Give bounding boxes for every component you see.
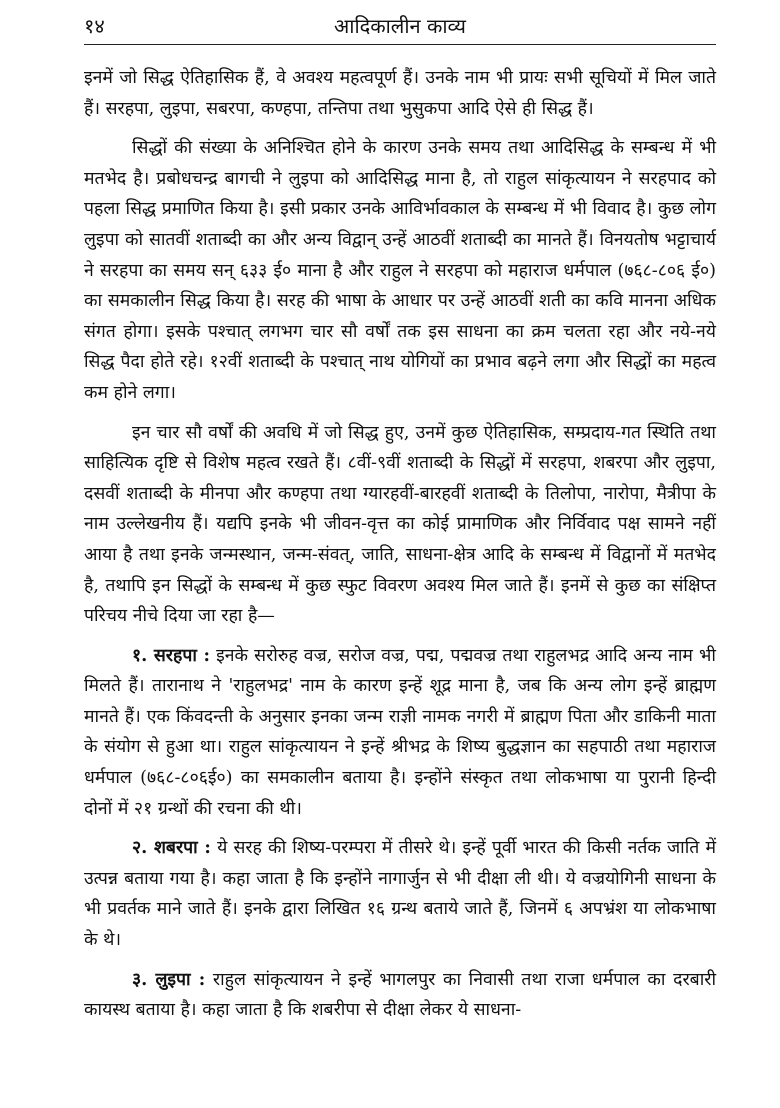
running-title: आदिकालीन काव्य <box>334 14 466 38</box>
paragraph-sarahapa <box>84 641 716 825</box>
paragraph-text: इन चार सौ वर्षों की अवधि में जो सिद्ध हुए, उनमें कुछ ऐतिहासिक, सम्प्रदाय-गत स्थिति तथा साहित्यिक दृष्टि से विशेष महत्व रखते हैं। ८वीं-९वीं शताब्दी के सिद्धों में सरहपा, शबरपा और लुइपा, दसवीं शताब्दी के मीनपा और कण्हपा तथा ग्यारहवीं-बारहवीं शताब्दी के तिलोपा, नारोपा, मैत्रीपा के नाम उल्लेखनीय हैं। यद्यपि इनके भी जीवन-वृत्त का कोई प्रामाणिक और निर्विवाद पक्ष सामने नहीं आया है तथा इनके जन्मस्थान, जन्म-संवत्, जाति, साधना-क्षेत्र आदि के सम्बन्ध में विद्वानों में मतभेद है, तथापि इन सिद्धों के सम्बन्ध में कुछ स्फुट विवरण अवश्य मिल जाते हैं। इनमें से कुछ का संक्षिप्त परिचय नीचे दिया जा रहा है— <box>84 422 716 627</box>
paragraph-chronology <box>84 133 716 408</box>
entry-heading: ३. लुइपा : <box>132 968 206 990</box>
entry-heading: २. शबरपा : <box>132 837 211 859</box>
body-text <box>84 63 716 1026</box>
paragraph-text: ये सरह की शिष्य-परम्परा में तीसरे थे। इन्हें पूर्वी भारत की किसी नर्तक जाति में उत्पन्न बताया गया है। कहा जाता है कि इन्होंने नागार्जुन से भी दीक्षा ली थी। ये वज्रयोगिनी साधना के भी प्रवर्तक माने जाते हैं। इनके द्वारा लिखित १६ ग्रन्थ बताये जाते हैं, जिनमें ६ अपभ्रंश या लोकभाषा के थे। <box>84 838 716 951</box>
entry-heading: १. सरहपा : <box>132 644 211 666</box>
paragraph-text: इनमें जो सिद्ध ऐतिहासिक हैं, वे अवश्य महत्वपूर्ण हैं। उनके नाम भी प्रायः सभी सूचियों में मिल जाते हैं। सरहपा, लुइपा, सबरपा, कण्हपा, तन्तिपा तथा भुसुकपा आदि ऐसे ही सिद्ध हैं। <box>84 68 716 119</box>
paragraph-text: सिद्धों की संख्या के अनिश्चित होने के कारण उनके समय तथा आदिसिद्ध के सम्बन्ध में भी मतभेद है। प्रबोधचन्द्र बागची ने लुइपा को आदिसिद्ध माना है, तो राहुल सांकृत्यायन ने सरहपाद को पहला सिद्ध प्रमाणित किया है। इसी प्रकार उनके आविर्भावकाल के सम्बन्ध में भी विवाद है। कुछ लोग लुइपा को सातवीं शताब्दी का और अन्य विद्वान् उन्हें आठवीं शताब्दी का मानते हैं। विनयतोष भट्टाचार्य ने सरहपा का समय सन् ६३३ ई० माना है और राहुल ने सरहपा को महाराज धर्मपाल (७६८-८०६ ई०) का समकालीन सिद्ध किया है। सरह की भाषा के आधार पर उन्हें आठवीं शती का कवि मानना अधिक संगत होगा। इसके पश्चात् लगभग चार सौ वर्षों तक इस साधना का क्रम चलता रहा और नये-नये सिद्ध पैदा होते रहे। १२वीं शताब्दी के पश्चात् नाथ योगियों का प्रभाव बढ़ने लगा और सिद्धों का महत्व कम होने लगा। <box>84 138 716 403</box>
page-header <box>84 8 716 45</box>
paragraph-shabarapa <box>84 833 716 955</box>
paragraph-text: राहुल सांकृत्यायन ने इन्हें भागलपुर का निवासी तथा राजा धर्मपाल का दरबारी कायस्थ बताया है। कहा जाता है कि शबरीपा से दीक्षा लेकर ये साधना- <box>84 969 716 1021</box>
paragraph-text: इनके सरोरुह वज्र, सरोज वज्र, पद्म, पद्मवज्र तथा राहुलभद्र आदि अन्य नाम भी मिलते हैं। तारानाथ ने 'राहुलभद्र' नाम के कारण इन्हें शूद्र माना है, जब कि अन्य लोग इन्हें ब्राह्मण मानते हैं। एक किंवदन्ती के अनुसार इनका जन्म राज्ञी नामक नगरी में ब्राह्मण पिता और डाकिनी माता के संयोग से हुआ था। राहुल सांकृत्यायन ने इन्हें श्रीभद्र के शिष्य बुद्धज्ञान का सहपाठी तथा महाराज धर्मपाल (७६८-८०६ई०) का समकालीन बताया है। इन्होंने संस्कृत तथा लोकभाषा या पुरानी हिन्दी दोनों में २१ ग्रन्थों की रचना की थी। <box>84 645 716 819</box>
paragraph-luipa <box>84 965 716 1026</box>
paragraph-intro <box>84 63 716 124</box>
page-number: १४ <box>84 14 105 38</box>
paragraph-notable-siddhas <box>84 418 716 632</box>
